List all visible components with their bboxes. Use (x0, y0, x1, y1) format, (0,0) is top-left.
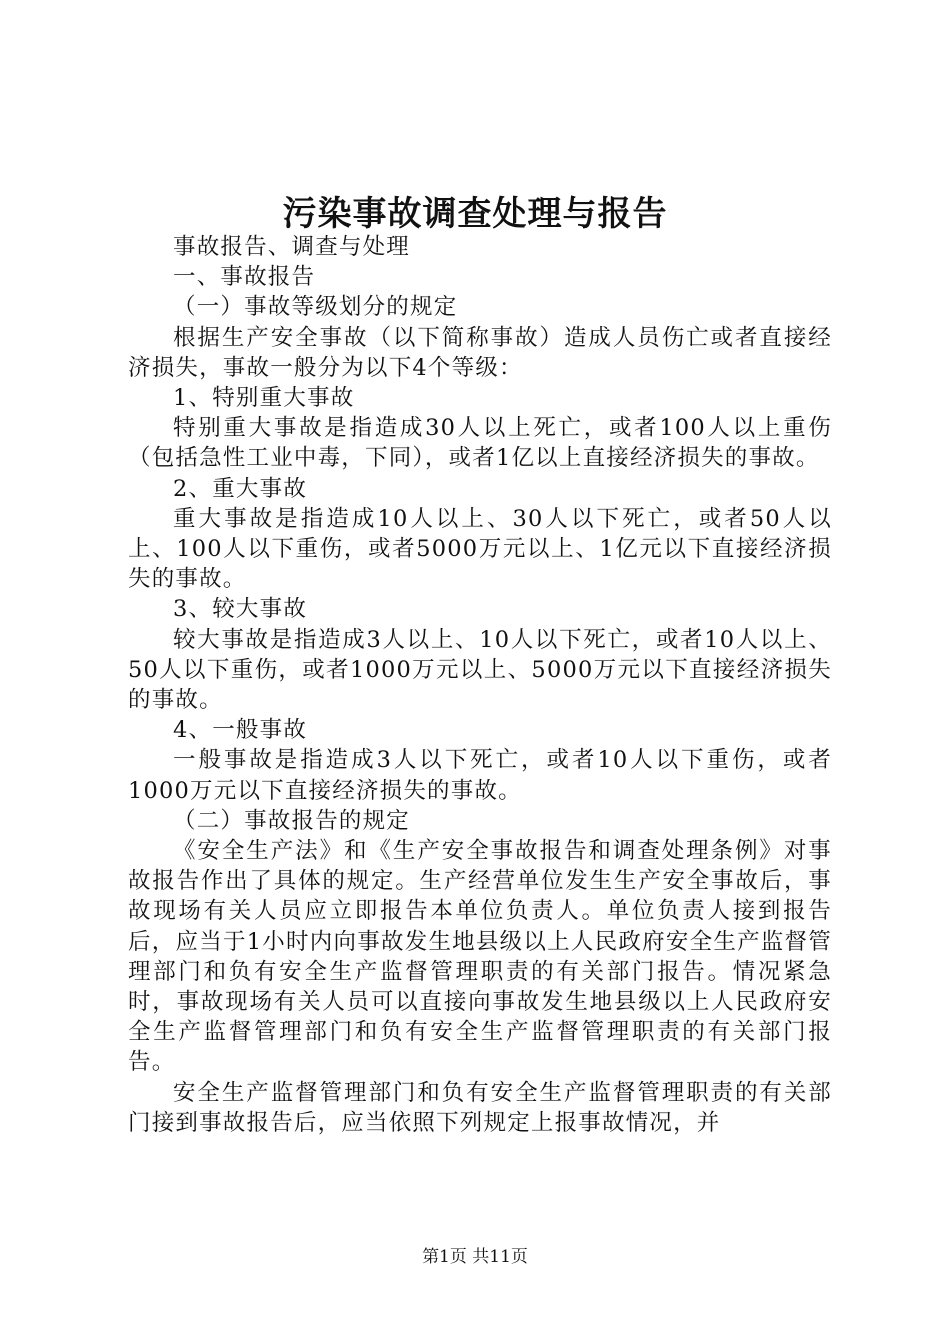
paragraph: 《安全生产法》和《生产安全事故报告和调查处理条例》对事故报告作出了具体的规定。生产经营单位发生生产安全事故后，事故现场有关人员应立即报告本单位负责人。单位负责人接到报告后，应当于1小时内向事故发生地县级以上人民政府安全生产监督管理部门和负有安全生产监督管理职责的有关部门报告。情况紧急时，事故现场有关人员可以直接向事故发生地县级以上人民政府安全生产监督管理部门和负有安全生产监督管理职责的有关部门报告。 (128, 838, 832, 1076)
section-heading: 一、事故报告 (173, 264, 316, 291)
paragraph: 重大事故是指造成10人以上、30人以下死亡，或者50人以上、100人以下重伤，或者5000万元以上、1亿元以下直接经济损失的事故。 (128, 505, 832, 593)
paragraph: 特别重大事故是指造成30人以上死亡，或者100人以上重伤（包括急性工业中毒，下同），或者1亿以上直接经济损失的事故。 (128, 415, 832, 472)
item-heading: 1、特别重大事故 (173, 385, 355, 412)
paragraph: 一般事故是指造成3人以下死亡，或者10人以下重伤，或者1000万元以下直接经济损失的事故。 (128, 747, 832, 804)
item-heading: 4、一般事故 (173, 717, 308, 744)
paragraph-heading: 事故报告、调查与处理 (173, 234, 411, 260)
subsection-heading: （一）事故等级划分的规定 (173, 294, 458, 321)
page-number: 第1页 共11页 (422, 1247, 528, 1267)
paragraph: 安全生产监督管理部门和负有安全生产监督管理职责的有关部门接到事故报告后，应当依照下列规定上报事故情况，并 (128, 1079, 832, 1136)
subsection-heading: （二）事故报告的规定 (173, 807, 411, 834)
paragraph: 根据生产安全事故（以下简称事故）造成人员伤亡或者直接经济损失，事故一般分为以下4个等级： (128, 324, 832, 381)
paragraph: 较大事故是指造成3人以上、10人以下死亡，或者10人以上、50人以下重伤，或者1000万元以上、5000万元以下直接经济损失的事故。 (128, 626, 832, 714)
document-body (128, 232, 832, 1138)
item-heading: 3、较大事故 (173, 596, 308, 623)
document-title: 污染事故调查处理与报告 (282, 194, 668, 234)
item-heading: 2、重大事故 (173, 475, 308, 502)
